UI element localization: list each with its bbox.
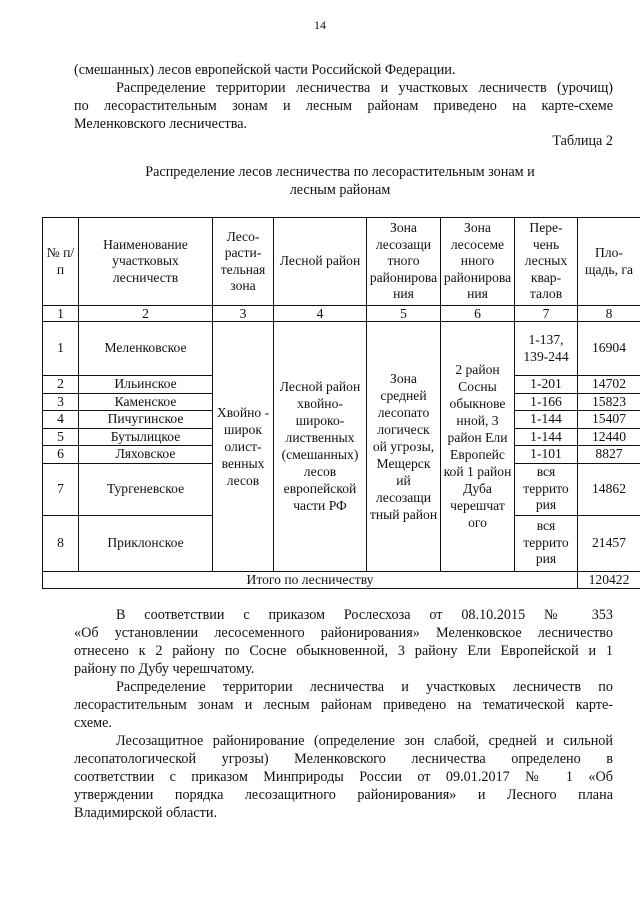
- forest-district-merged: Лесной район хвойно-широко-лиственных (смешанных) лесов европейской части РФ: [274, 322, 367, 572]
- quarters-cell: 1-144: [515, 411, 578, 429]
- area-cell: 14862: [578, 463, 640, 515]
- intro-line: по лесорастительным зонам и лесным районам приведено на карте-схеме: [74, 98, 613, 114]
- body-line: схеме.: [74, 715, 112, 731]
- header-cell: Пло-щадь, га: [578, 218, 640, 306]
- column-number: 8: [578, 306, 640, 322]
- area-cell: 12440: [578, 428, 640, 446]
- column-number: 3: [213, 306, 274, 322]
- quarters-cell: 1-201: [515, 376, 578, 394]
- row-number: 4: [43, 411, 79, 429]
- seed-zone-merged: 2 район Сосны обыкнове нной, 3 район Ели Европейс кой 1 район Дуба черешчат ого: [441, 322, 515, 572]
- header-cell: Зона лесосеме нного районирова ния: [441, 218, 515, 306]
- header-cell: Пере-чень лесных квар-талов: [515, 218, 578, 306]
- total-label: Итого по лесничеству: [43, 571, 578, 589]
- table-label: Таблица 2: [552, 133, 613, 149]
- forestry-name: Меленковское: [79, 322, 213, 376]
- body-line: Лесозащитное районирование (определение зон слабой, средней и сильной: [116, 733, 613, 749]
- row-number: 7: [43, 463, 79, 515]
- column-number: 4: [274, 306, 367, 322]
- forestry-name: Ильинское: [79, 376, 213, 394]
- body-line: району по Дубу черешчатому.: [74, 661, 255, 677]
- header-cell: Наименование участковых лесничеств: [79, 218, 213, 306]
- body-line: отнесено к 2 району по Сосне обыкновенной, 3 району Ели Европейской и 1: [74, 643, 613, 659]
- body-line: соответствии с приказом Минприроды России от 09.01.2017 № 1 «Об: [74, 769, 613, 785]
- quarters-cell: 1-144: [515, 428, 578, 446]
- quarters-cell: 1-101: [515, 446, 578, 464]
- table-header-row: [43, 218, 640, 306]
- intro-line: Меленковского лесничества.: [74, 116, 248, 132]
- body-line: лесорастительным зонам и лесным районам приведено на тематической карте-: [74, 697, 613, 713]
- forestry-name: Ляховское: [79, 446, 213, 464]
- row-number: 2: [43, 376, 79, 394]
- column-number: 5: [367, 306, 441, 322]
- caption-line: Распределение лесов лесничества по лесорастительным зонам и: [145, 164, 535, 180]
- veg-zone-merged: Хвойно - широк олист-венных лесов: [213, 322, 274, 572]
- body-line: Владимирской области.: [74, 805, 217, 821]
- body-line: утверждении порядка лесозащитного районирования» и Лесного плана: [74, 787, 613, 803]
- row-number: 1: [43, 322, 79, 376]
- forest-distribution-table: [42, 217, 640, 589]
- body-line: В соответствии с приказом Рослесхоза от 08.10.2015 № 353: [116, 607, 613, 623]
- header-cell: Лесной район: [274, 218, 367, 306]
- header-cell: Лесо-расти-тельная зона: [213, 218, 274, 306]
- area-cell: 15823: [578, 393, 640, 411]
- quarters-cell: 1-166: [515, 393, 578, 411]
- intro-line: Распределение территории лесничества и участковых лесничеств (урочищ): [116, 80, 613, 96]
- area-cell: 8827: [578, 446, 640, 464]
- row-number: 3: [43, 393, 79, 411]
- column-number: 7: [515, 306, 578, 322]
- area-cell: 16904: [578, 322, 640, 376]
- table-caption: [120, 163, 560, 199]
- forestry-name: Приклонское: [79, 515, 213, 571]
- body-line: «Об установлении лесосеменного районирования» Меленковское лесничество: [74, 625, 613, 641]
- quarters-cell: вся террито рия: [515, 515, 578, 571]
- column-number: 2: [79, 306, 213, 322]
- table-row: [43, 322, 640, 376]
- forestry-name: Бутылицкое: [79, 428, 213, 446]
- protection-zone-merged: Зона средней лесопато логическ ой угрозы, Мещерск ий лесозащи тный район: [367, 322, 441, 572]
- row-number: 8: [43, 515, 79, 571]
- column-number-row: [43, 306, 640, 322]
- header-cell: Зона лесозащи тного районирова ния: [367, 218, 441, 306]
- area-cell: 15407: [578, 411, 640, 429]
- area-cell: 14702: [578, 376, 640, 394]
- body-line: Распределение территории лесничества и участковых лесничеств по: [116, 679, 613, 695]
- forestry-name: Пичугинское: [79, 411, 213, 429]
- quarters-cell: 1-137, 139-244: [515, 322, 578, 376]
- header-cell: № п/п: [43, 218, 79, 306]
- table-total-row: [43, 571, 640, 589]
- quarters-cell: вся террито рия: [515, 463, 578, 515]
- body-line: лесопатологической угрозы) Меленковского лесничества определено в: [74, 751, 613, 767]
- forestry-name: Тургеневское: [79, 463, 213, 515]
- intro-line: (смешанных) лесов европейской части Российской Федерации.: [74, 62, 456, 78]
- column-number: 6: [441, 306, 515, 322]
- total-value: 120422: [578, 571, 640, 589]
- forestry-name: Каменское: [79, 393, 213, 411]
- area-cell: 21457: [578, 515, 640, 571]
- caption-line: лесным районам: [289, 182, 391, 198]
- page-number: 14: [314, 18, 326, 32]
- column-number: 1: [43, 306, 79, 322]
- row-number: 5: [43, 428, 79, 446]
- row-number: 6: [43, 446, 79, 464]
